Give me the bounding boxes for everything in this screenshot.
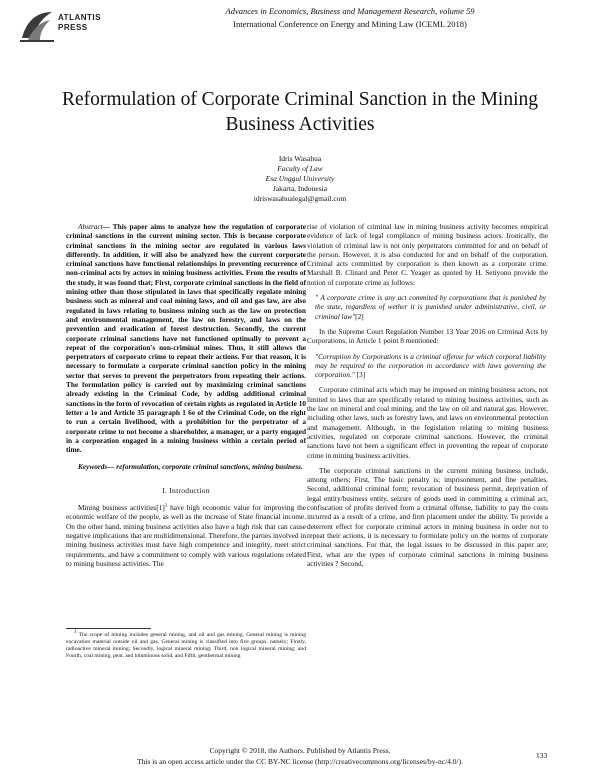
right-paragraph-4: The corporate criminal sanctions in the current mining business include, among others; First, The basic penalty is; imprisonment, and fine penalties. Second, additional criminal form; revocation of business permit, deprivation of legal entity/business entity, seizure of goods used in committing a criminal act, confiscation of profits derived from a criminal offense, liability to pay the costs incurred as a result of a crime, and firm placement under the ability. To provide a deterrent effect for corporate criminal actors in mining business in order not to repeat their actions, it is necessary to formulate policy on the norms of corporate criminal sanctions. For that, the legal issues to be discussed in this paper are; First, what are the types of corporate criminal sanctions in mining business activities ? Second, xyxy=(307,465,548,568)
quote-regulation-text: "Corruption by Corporations is a criminal offense for which corporal liability may be required to the corporation in accordance with laws governing the corporation." xyxy=(315,351,546,380)
footnote xyxy=(66,632,306,660)
left-column xyxy=(66,222,306,568)
series-header: Advances in Economics, Business and Management Research, volume 59 xyxy=(225,6,475,16)
intro-body: have high economic value for improving the economic welfare of the people, as well as the increase of State financial income. On the other hand, mining business activities also have a high risk that can cause negative implications that are multidimensional. Therefore, the parties involved in mining business activities must have high competence and integrity, meet strict requirements, and have a commitment to comply with various regulations related to mining business activities. The xyxy=(66,503,306,568)
publisher-name-line1: ATLANTIS xyxy=(58,13,101,22)
author-city: Jakarta, Indonesia xyxy=(272,184,328,193)
quote-clinard-ref: [2] xyxy=(355,311,364,321)
publisher-name-line2: PRESS xyxy=(58,23,88,32)
abstract-label: Abstract xyxy=(78,222,103,231)
quote-clinard xyxy=(307,293,548,321)
conference-header: International Conference on Energy and Mining Law (ICEML 2018) xyxy=(233,19,467,29)
paper-title: Reformulation of Corporate Criminal Sanction in the Mining Business Activities xyxy=(61,89,539,135)
section-heading-introduction: I. Introduction xyxy=(162,485,210,495)
footnote-marker: 1 xyxy=(164,503,168,509)
author-email: idriswasahualegal@gmail.com xyxy=(253,194,347,203)
author-university: Esa Unggul University xyxy=(265,174,335,183)
right-column xyxy=(307,222,548,568)
author-faculty: Faculty of Law xyxy=(277,164,323,173)
copyright-line: Copyright © 2018, the Authors. Published by Atlantis Press. xyxy=(209,746,391,755)
keywords: Keywords— reformulation, corporate criminal sanctions, mining business. xyxy=(78,462,303,472)
author-block xyxy=(200,154,400,204)
quote-clinard-text: " A corporate crime is any act commited by corporations that is punished by the state, regardless of wether it is punished under administrative, civil, or criminal law" xyxy=(315,293,546,321)
page-number: 133 xyxy=(536,751,548,760)
intro-paragraph xyxy=(66,503,306,568)
atlantis-press-logo-icon xyxy=(18,8,56,44)
intro-lead: Mining business activities[1] xyxy=(78,503,165,513)
abstract xyxy=(66,222,306,454)
license-line: This is an open access article under the CC BY-NC license (http://creativecommons.org/licenses/by-nc/4.0/). xyxy=(136,757,464,766)
footnote-number: 1 xyxy=(74,630,77,636)
footnote-divider xyxy=(66,628,151,629)
right-paragraph-1: rise of violation of criminal law in mining business activity becomes empirical evidence of lack of legal compliance of mining business actors. Ironically, the violation of criminal law is not only perpetrators committed for and on behalf of the person. However, it is also conducted for and on behalf of the corporation. Criminal acts committed by corporation is then known as a corporate crime. Marshall B. Clinard and Peter C. Yeager as quoted by H. Setiyono provide the notion of corporate crime as follows: xyxy=(307,222,548,287)
quote-regulation-ref: [3] xyxy=(354,370,366,380)
right-paragraph-2: In the Supreme Court Regulation Number 13 Year 2016 on Criminal Acts by Corporations, in Article 1 point 8 mentioned: xyxy=(307,326,548,346)
author-name: Idris Wasahua xyxy=(278,154,322,163)
publisher-logo xyxy=(18,6,118,46)
footnote-text: The scope of mining includes general mining, and oil and gas mining. General mining is mining excavation material outside oil and gas. General mining is classified into five groups, namely; Firstly, radioactive mineral mining; Secondly, logical mineral mining; Third, non logical mineral mining; and Fourth, coal mining, peat, and bituminous solid, and Fifth, geothermal mining xyxy=(66,632,306,659)
abstract-text: — This paper aims to analyze how the regulation of corporate criminal sanctions in the current mining sector. This is because corporate criminal sanctions in the mining sector are regulated in various laws differently. In addition, it will also be analyzed how the current corporate criminal sanctions have functional relationships in preventing recurrence of non-criminal acts by actors in mining business activities. From the results of the study, it was found that; First, corporate criminal sanctions in the field of mining other than those stipulated in laws that specifically regulate mining business such as mineral and coal mining laws, and oil and gas law, are also regulated in laws relating to business mining such as the law on protection and environmental management, the law on forestry, and laws on the prevention and eradication of forest destruction. Secondly, the current corporate criminal sanctions have not functioned optimally to prevent a repeat of the corporation's non-criminal mines. Thus, it still allows the perpetrators of corporate crime to repeat their actions. For that reason, it is necessary to formulate a corporate criminal sanction policy in the mining sector that serves to prevent the perpetrators from repeating their actions. The formulation policy is carried out by maximizing criminal sanctions already existing in the Criminal Code, by adding additional criminal sanctions in the form of revocation of certain rights as regulated in Article 10 letter a 1e and Article 35 paragraph 1 6e of the Criminal Code, on the right to run a certain livelihood, with a prohibition for the perpetrator of a corporate crime to not become a shareholder, a manager, or a party engaged in a corporation engaged in a mining business within a certain period of time. xyxy=(66,222,306,455)
quote-regulation xyxy=(307,352,548,380)
right-paragraph-3: Corporate criminal acts which may be imposed on mining business actors, not limited to laws that are specifically related to mining business activities, such as the law on mineral and coal mining, and the law on oil and natural gas. However, including other laws, such as forestry laws, and laws on environmental protection and management. Although, in the legislation relating to mining business activities, regulated on corporate criminal sanctions. However, the criminal sanctions have not been a significant effect in preventing the repeat of corporate crime in mining business activities. xyxy=(307,385,548,460)
